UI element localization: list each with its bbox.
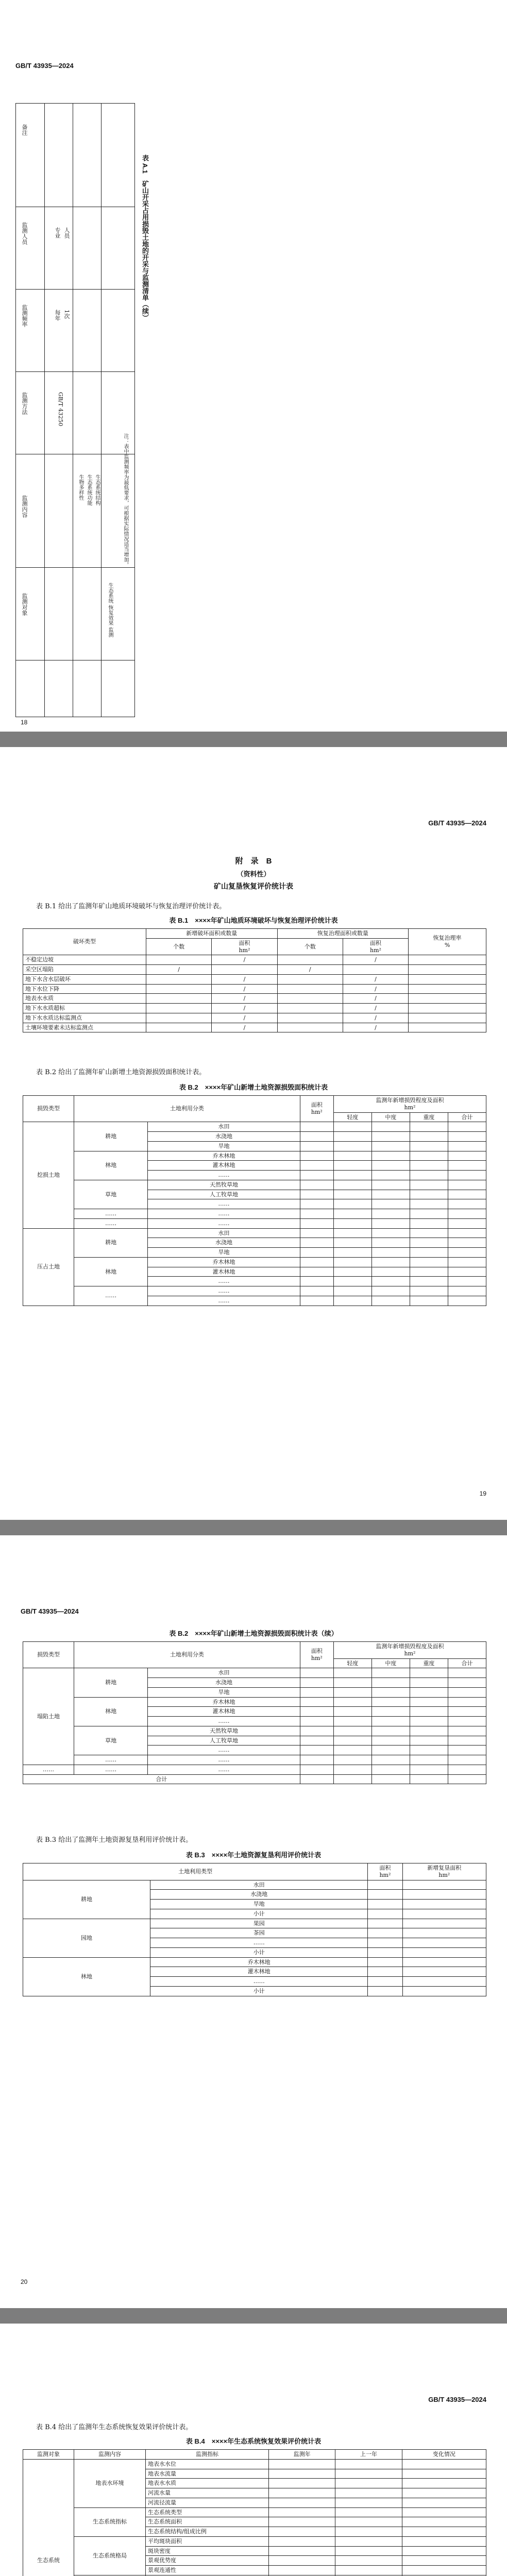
- item: ……: [148, 1745, 300, 1755]
- index-label: 地表水流量: [146, 2469, 269, 2479]
- th-count: 个数: [146, 938, 212, 955]
- index-label: 平均斑块面积: [146, 2536, 269, 2546]
- item: ……: [148, 1765, 300, 1774]
- slash-cell: /: [343, 974, 408, 984]
- value-cell: [402, 2479, 486, 2488]
- page-header: GB/T 43935—2024: [21, 1607, 79, 1615]
- value-cell: [269, 2507, 335, 2517]
- scope-item-3: 生态系统结构: [94, 474, 100, 505]
- table-note: 注：表中监测频率为最低要求，可根据实际情况适当增加。: [123, 433, 128, 567]
- th-total: 合计: [448, 1658, 486, 1668]
- page-number: 20: [21, 2278, 28, 2285]
- th-light: 轻度: [333, 1112, 371, 1122]
- annex-name: 矿山复垦恢复评价统计表: [214, 882, 293, 890]
- sub-label: ……: [74, 1218, 148, 1228]
- th-area: 面积 hm²: [368, 1863, 402, 1880]
- group-label: 压占土地: [23, 1228, 74, 1306]
- value-cell: [335, 2459, 402, 2469]
- intro-b2: 表 B.2 给出了监测年矿山新增土地资源损毁面积统计表。: [36, 1069, 206, 1076]
- th-type: 破坏类型: [23, 929, 146, 955]
- slash-cell: /: [343, 955, 408, 965]
- th-index: 监测指标: [146, 2450, 269, 2460]
- table-b3: [23, 1863, 486, 1996]
- item: 乔木林地: [148, 1151, 300, 1161]
- th-medium: 中度: [371, 1658, 410, 1668]
- item: 水浇地: [150, 1890, 368, 1900]
- value-cell: [269, 2546, 335, 2556]
- th-landuse: 土地利用分类: [74, 1642, 300, 1668]
- slash-cell: /: [277, 965, 343, 975]
- value-cell: [269, 2469, 335, 2479]
- th-landuse: 土地利用分类: [74, 1096, 300, 1122]
- item: ……: [148, 1218, 300, 1228]
- item: 果园: [150, 1919, 368, 1928]
- index-label: 斑块密度: [146, 2546, 269, 2556]
- value-cell: [335, 2556, 402, 2566]
- total-label: 合计: [23, 1774, 300, 1784]
- group-label: 耕地: [23, 1880, 150, 1919]
- value-cell: [269, 2556, 335, 2566]
- value-cell: [402, 2566, 486, 2575]
- value-cell: [269, 2566, 335, 2575]
- intro-b4: 表 B.4 给出了监测年生态系统恢复效果评价统计表。: [36, 2424, 193, 2431]
- th-light: 轻度: [333, 1658, 371, 1668]
- index-label: 生态系统面积: [146, 2517, 269, 2527]
- sub-label: 耕地: [74, 1668, 148, 1697]
- freq-header: 监测频率: [21, 304, 28, 327]
- item: 水田: [148, 1228, 300, 1238]
- row-label: 地下水水质超标: [23, 1004, 146, 1013]
- page-2: [0, 747, 507, 1520]
- item: 天然牧草地: [148, 1180, 300, 1190]
- item: 人工牧草地: [148, 1736, 300, 1745]
- row-label: 地下水水质达标监测点: [23, 1013, 146, 1023]
- th-heavy: 重度: [410, 1658, 448, 1668]
- caption-b3: 表 B.3 ××××年土地资源复垦利用评价统计表: [185, 1851, 322, 1859]
- index-label: 生态系统类型: [146, 2507, 269, 2517]
- item: ……: [148, 1717, 300, 1726]
- index-label: 地表水水质: [146, 2479, 269, 2488]
- slash-cell: /: [212, 955, 277, 965]
- sub-label: 草地: [74, 1726, 148, 1755]
- th-heavy: 重度: [410, 1112, 448, 1122]
- item: ……: [148, 1171, 300, 1180]
- caption-b2: 表 B.2 ××××年矿山新增土地资源损毁面积统计表: [179, 1083, 328, 1091]
- group-label: ……: [23, 1765, 74, 1774]
- slash-cell: /: [212, 994, 277, 1004]
- slash-cell: /: [146, 965, 212, 975]
- item: 茶园: [150, 1928, 368, 1938]
- remark-header: 备注: [21, 124, 28, 135]
- item: ……: [148, 1199, 300, 1209]
- index-label: 河流水量: [146, 2488, 269, 2498]
- row-label: 地下水含水层破坏: [23, 974, 146, 984]
- sub-label: 耕地: [74, 1122, 148, 1151]
- table-b4: [23, 2449, 486, 2576]
- page-header: GB/T 43935—2024: [428, 819, 486, 827]
- page-3: [0, 1535, 507, 2308]
- item: 旱地: [148, 1687, 300, 1697]
- item: 灌木林地: [148, 1161, 300, 1171]
- intro-b3: 表 B.3 给出了监测年土地资源复垦利用评价统计表。: [36, 1836, 193, 1844]
- annex-title: 附 录 B: [235, 857, 272, 866]
- value-cell: [402, 2488, 486, 2498]
- th-damage-type: 损毁类型: [23, 1096, 74, 1122]
- freq-cell-2: 1次: [63, 310, 70, 319]
- item: 旱地: [150, 1900, 368, 1909]
- slash-cell: /: [212, 984, 277, 994]
- value-cell: [335, 2498, 402, 2507]
- item: 乔木林地: [148, 1257, 300, 1267]
- th-area: 面积 hm²: [300, 1096, 333, 1122]
- value-cell: [402, 2517, 486, 2527]
- value-cell: [269, 2517, 335, 2527]
- item: ……: [148, 1296, 300, 1306]
- scope-item-2: 生态系统功能: [86, 474, 92, 505]
- index-label: 景观连通性: [146, 2566, 269, 2575]
- page-number: 18: [21, 719, 28, 726]
- value-cell: [269, 2498, 335, 2507]
- th-damage-type: 损毁类型: [23, 1642, 74, 1668]
- value-cell: [335, 2566, 402, 2575]
- content-label: 地表水环境: [74, 2459, 146, 2507]
- th-count: 个数: [277, 938, 343, 955]
- item: ……: [148, 1286, 300, 1296]
- index-label: 河流径流量: [146, 2498, 269, 2507]
- th-total: 合计: [448, 1112, 486, 1122]
- value-cell: [402, 2536, 486, 2546]
- sub-label: ……: [74, 1209, 148, 1219]
- value-cell: [269, 2536, 335, 2546]
- caption-b1: 表 B.1 ××××年矿山地质环境破坏与恢复治理评价统计表: [169, 917, 338, 924]
- value-cell: [402, 2507, 486, 2517]
- value-cell: [402, 2527, 486, 2537]
- index-label: 地表水水位: [146, 2459, 269, 2469]
- item: ……: [150, 1938, 368, 1948]
- th-restore: 恢复治理面积或数量: [277, 929, 409, 939]
- caption-b2-cont: 表 B.2 ××××年矿山新增土地资源损毁面积统计表（续）: [169, 1630, 338, 1637]
- th-content: 监测内容: [74, 2450, 146, 2460]
- item: 水田: [150, 1880, 368, 1890]
- item: 水田: [148, 1122, 300, 1132]
- content-label: 生态系统格局: [74, 2536, 146, 2575]
- slash-cell: /: [212, 1023, 277, 1032]
- method-header: 监测方法: [21, 392, 28, 415]
- item: ……: [150, 1977, 368, 1987]
- intro-b1: 表 B.1 给出了监测年矿山地质环境破坏与恢复治理评价统计表。: [36, 903, 226, 910]
- row-label: 地下水位下降: [23, 984, 146, 994]
- item: 乔木林地: [148, 1697, 300, 1707]
- item: 旱地: [148, 1141, 300, 1151]
- page-4: [0, 2324, 507, 2576]
- slash-cell: /: [343, 984, 408, 994]
- value-cell: [335, 2546, 402, 2556]
- value-cell: [402, 2459, 486, 2469]
- item: 人工牧草地: [148, 1190, 300, 1199]
- row-label: 土壤环境要素未达标监测点: [23, 1023, 146, 1032]
- item: 小计: [150, 1947, 368, 1957]
- table-b2: [23, 1095, 486, 1306]
- annex-kind: （资料性）: [236, 870, 271, 878]
- value-cell: [335, 2479, 402, 2488]
- method-cell: GB/T 43250: [57, 392, 64, 427]
- value-cell: [402, 2556, 486, 2566]
- slash-cell: /: [343, 1013, 408, 1023]
- group-label: 林地: [23, 1957, 150, 1996]
- th-area: 面积 hm²: [212, 938, 277, 955]
- group-label: 挖损土地: [23, 1122, 74, 1228]
- page-1: [0, 0, 507, 732]
- rotated-caption: 表 A.1 矿山开采占用损毁土地的开采与监测清单（续）: [141, 155, 149, 321]
- item: ……: [148, 1755, 300, 1765]
- value-cell: [269, 2527, 335, 2537]
- sub-label: ……: [74, 1755, 148, 1765]
- th-rate: 恢复治理率 %: [409, 929, 486, 955]
- value-cell: [335, 2517, 402, 2527]
- category-header: 监测对象: [21, 593, 28, 616]
- th-new-area: 新增复垦面积 hm²: [402, 1863, 486, 1880]
- row-label: 不稳定边坡: [23, 955, 146, 965]
- slash-cell: /: [343, 1004, 408, 1013]
- item: 水田: [148, 1668, 300, 1678]
- th-object: 监测对象: [23, 2450, 74, 2460]
- slash-cell: /: [343, 994, 408, 1004]
- value-cell: [335, 2469, 402, 2479]
- slash-cell: /: [343, 1023, 408, 1032]
- item: 灌木林地: [148, 1707, 300, 1717]
- item: 水浇地: [148, 1678, 300, 1688]
- sub-label: 林地: [74, 1697, 148, 1726]
- th-landuse-type: 土地利用类型: [23, 1863, 368, 1880]
- person-cell-2: 人员: [63, 227, 70, 239]
- value-cell: [335, 2536, 402, 2546]
- slash-cell: /: [212, 1004, 277, 1013]
- row-label: 采空区塌陷: [23, 965, 146, 975]
- slash-cell: /: [212, 974, 277, 984]
- value-cell: [335, 2507, 402, 2517]
- value-cell: [269, 2479, 335, 2488]
- item: 灌木林地: [150, 1967, 368, 1977]
- index-label: 生态系统结构/组成比例: [146, 2527, 269, 2537]
- value-cell: [335, 2527, 402, 2537]
- sub-label: 草地: [74, 1180, 148, 1209]
- item: 小计: [150, 1986, 368, 1996]
- th-area: 面积 hm²: [300, 1642, 333, 1668]
- slash-cell: /: [212, 1013, 277, 1023]
- th-medium: 中度: [371, 1112, 410, 1122]
- row-label: 地表水水质: [23, 994, 146, 1004]
- sub-label: ……: [74, 1286, 148, 1306]
- table-b1: [23, 928, 486, 1032]
- item: 水浇地: [148, 1238, 300, 1248]
- scope-item-1: 生物多样性: [78, 474, 83, 500]
- th-change: 变化情况: [402, 2450, 486, 2460]
- th-prev: 上一年: [335, 2450, 402, 2460]
- sub-label: 耕地: [74, 1228, 148, 1257]
- freq-cell-1: 每年: [54, 310, 61, 321]
- sub-label: 林地: [74, 1257, 148, 1286]
- person-header: 监测人员: [21, 222, 28, 245]
- sub-label: ……: [74, 1765, 148, 1774]
- value-cell: [402, 2498, 486, 2507]
- item: 乔木林地: [150, 1957, 368, 1967]
- item: 小计: [150, 1909, 368, 1919]
- rotated-table-frame: [15, 103, 135, 717]
- index-label: 景观优势度: [146, 2556, 269, 2566]
- value-cell: [402, 2546, 486, 2556]
- object-cell: 生态系统 恢复效果 监测: [107, 583, 113, 638]
- th-year: 监测年: [269, 2450, 335, 2460]
- page-header: GB/T 43935—2024: [428, 2396, 486, 2403]
- scope-header: 监测内容: [21, 495, 28, 518]
- value-cell: [269, 2459, 335, 2469]
- th-area: 面积 hm²: [343, 938, 408, 955]
- table-b2-cont: [23, 1641, 486, 1784]
- group-label: 塌陷土地: [23, 1668, 74, 1765]
- th-damage: 新增破坏面积或数量: [146, 929, 278, 939]
- content-label: 生态系统指标: [74, 2507, 146, 2536]
- person-cell-1: 专业: [54, 227, 61, 239]
- item: 旱地: [148, 1248, 300, 1258]
- item: 灌木林地: [148, 1267, 300, 1277]
- item: ……: [148, 1209, 300, 1219]
- value-cell: [402, 2469, 486, 2479]
- value-cell: [335, 2488, 402, 2498]
- item: 水浇地: [148, 1132, 300, 1142]
- value-cell: [269, 2488, 335, 2498]
- item: ……: [148, 1277, 300, 1286]
- sub-label: 林地: [74, 1151, 148, 1180]
- page-header: GB/T 43935—2024: [15, 62, 74, 70]
- item: 天然牧草地: [148, 1726, 300, 1736]
- th-level: 监测年新增损毁程度及面积 hm²: [333, 1096, 486, 1113]
- caption-b4: 表 B.4 ××××年生态系统恢复效果评价统计表: [185, 2437, 322, 2445]
- object-label: 生态系统: [23, 2459, 74, 2576]
- group-label: 园地: [23, 1919, 150, 1957]
- page-number: 19: [479, 1490, 486, 1497]
- th-level: 监测年新增损毁程度及面积 hm²: [333, 1642, 486, 1659]
